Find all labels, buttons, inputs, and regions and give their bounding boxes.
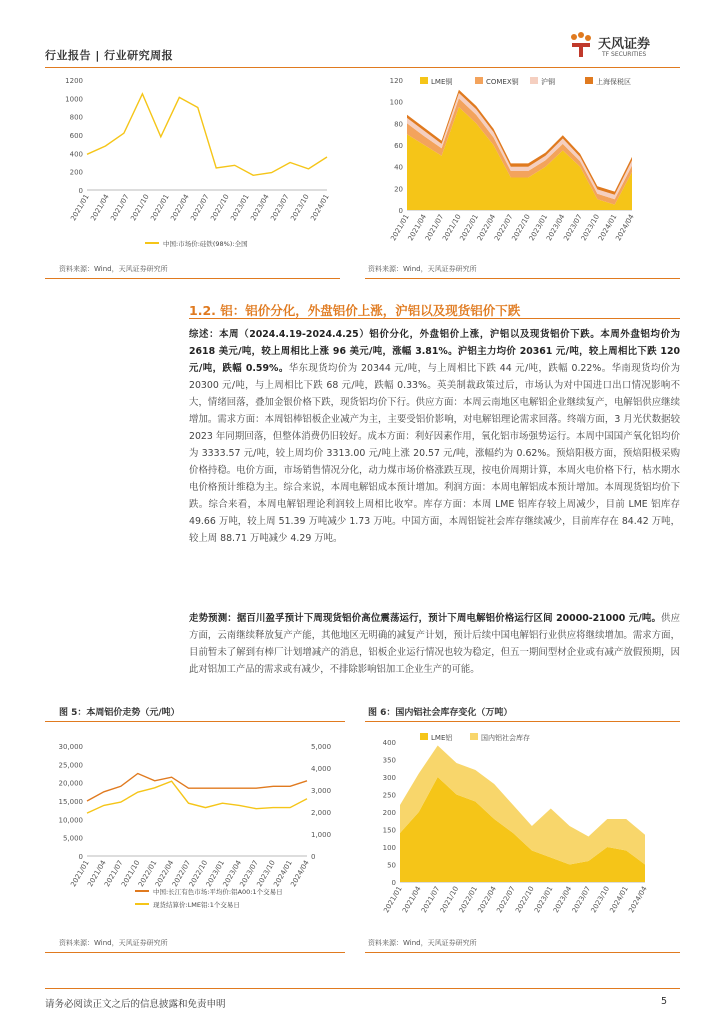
x-tick-label: 2022/07 xyxy=(170,859,193,889)
x-tick-label: 2022/04 xyxy=(153,859,176,889)
y2-tick-label: 3,000 xyxy=(311,787,332,795)
x-tick-label: 2021/01 xyxy=(69,859,91,889)
y-tick-label: 5,000 xyxy=(62,834,83,843)
x-tick-label: 2024/04 xyxy=(289,859,311,889)
y-tick-label: 50 xyxy=(387,861,396,870)
legend-label: 上海保税区 xyxy=(596,78,631,86)
y-tick-label: 300 xyxy=(382,774,396,782)
section-title: 1.2. 铝：铝价分化，外盘铝价上涨，沪铝以及现货铝价下跌 xyxy=(189,303,521,318)
x-tick-label: 2023/07 xyxy=(570,885,593,915)
x-tick-label: 2024/04 xyxy=(627,885,649,915)
footer-divider xyxy=(45,988,680,989)
logo-name-cn: 天风证券 xyxy=(598,37,651,52)
x-tick-label: 2022/01 xyxy=(457,885,480,915)
logo-name-en: TF SECURITIES xyxy=(602,51,647,58)
x-tick-label: 2022/04 xyxy=(169,193,191,223)
y-tick-label: 20,000 xyxy=(58,779,83,788)
summary-lead: 综述：本周（2024.4.19-2024.4.25）铝价分化，外盘铝价上涨，沪铝以及现货铝价下跌。本周外盘铝均价为 2618 美元/吨，较上周相比上涨 96 美元/吨，涨幅 3.81%。沪铝主力均价 20361 元/吨，较上周相比下跌 120 元/吨，跌幅 0.59%。 xyxy=(189,329,680,374)
fig5-title-divider xyxy=(45,721,345,722)
y-tick-label: 120 xyxy=(389,77,403,85)
y-tick-label: 20 xyxy=(394,185,403,194)
y-tick-label: 400 xyxy=(69,150,83,159)
x-tick-label: 2021/01 xyxy=(69,193,91,223)
top-right-divider xyxy=(365,278,680,279)
summary-paragraph xyxy=(189,326,680,547)
y-tick-label: 100 xyxy=(382,844,396,852)
top-left-chart xyxy=(45,70,345,250)
company-logo xyxy=(566,30,686,60)
x-tick-label: 2023/01 xyxy=(527,213,550,243)
legend-label: 现货结算价:LME铝:1个交易日 xyxy=(153,901,240,909)
x-tick-label: 2024/01 xyxy=(309,193,331,223)
x-tick-label: 2023/10 xyxy=(579,213,602,243)
report-header: 行业报告 | 行业研究周报 xyxy=(45,49,174,62)
x-tick-label: 2021/07 xyxy=(103,859,125,889)
forecast-paragraph xyxy=(189,610,680,678)
legend-label: 国内铝社会库存 xyxy=(481,734,530,742)
x-tick-label: 2023/07 xyxy=(238,859,260,889)
y2-tick-label: 0 xyxy=(311,853,316,861)
top-right-chart xyxy=(365,70,680,260)
x-tick-label: 2021/04 xyxy=(89,193,111,223)
x-tick-label: 2021/10 xyxy=(120,859,142,889)
y-tick-label: 600 xyxy=(69,132,83,140)
x-tick-label: 2021/04 xyxy=(401,885,423,915)
x-tick-label: 2022/10 xyxy=(510,213,532,243)
y-tick-label: 10,000 xyxy=(58,816,83,825)
x-tick-label: 2022/07 xyxy=(493,213,515,243)
x-tick-label: 2022/04 xyxy=(475,213,498,243)
forecast-lead: 走势预测：据百川盈孚预计下周现货铝价高位震荡运行，预计下周电解铝价格运行区间 20000-21000 元/吨。 xyxy=(189,613,662,624)
x-tick-label: 2023/04 xyxy=(545,213,567,243)
y-tick-label: 100 xyxy=(389,98,403,107)
fig6-divider xyxy=(365,952,680,953)
legend-label: COMEX铜 xyxy=(486,78,519,86)
x-tick-label: 2023/04 xyxy=(249,193,271,223)
legend-swatch xyxy=(475,77,483,84)
x-tick-label: 2021/07 xyxy=(109,193,131,223)
x-tick-label: 2024/01 xyxy=(596,213,619,243)
legend-label: LME铝 xyxy=(431,734,453,742)
x-tick-label: 2021/04 xyxy=(406,213,429,243)
fig6-title-divider xyxy=(365,721,680,722)
x-tick-label: 2023/04 xyxy=(551,885,574,915)
legend-swatch xyxy=(420,733,428,740)
y-tick-label: 0 xyxy=(78,187,83,195)
x-tick-label: 2022/10 xyxy=(514,885,536,915)
legend-label: 中国:长江有色市场:平均价:铝A00:1个交易日 xyxy=(153,888,283,896)
x-tick-label: 2022/07 xyxy=(495,885,517,915)
x-tick-label: 2022/01 xyxy=(136,859,159,889)
y-tick-label: 250 xyxy=(382,791,396,800)
y-tick-label: 800 xyxy=(69,113,83,122)
legend-swatch xyxy=(470,733,478,740)
y-tick-label: 0 xyxy=(398,207,403,215)
series-line-0 xyxy=(87,774,307,802)
x-tick-label: 2024/04 xyxy=(614,213,636,243)
y-tick-label: 25,000 xyxy=(58,761,83,770)
x-tick-label: 2022/10 xyxy=(209,193,231,223)
x-tick-label: 2023/04 xyxy=(221,859,244,889)
x-tick-label: 2021/10 xyxy=(438,885,461,915)
x-tick-label: 2023/10 xyxy=(255,859,277,889)
top-right-source: 资料来源：Wind，天风证券研究所 xyxy=(368,265,477,273)
x-tick-label: 2023/07 xyxy=(269,193,291,223)
legend-label: 沪铜 xyxy=(541,78,555,86)
x-tick-label: 2024/01 xyxy=(272,859,294,889)
series-line-0 xyxy=(87,94,327,176)
y-tick-label: 40 xyxy=(394,163,403,172)
y-tick-label: 30,000 xyxy=(58,743,83,751)
y-tick-label: 200 xyxy=(382,809,396,817)
legend-swatch xyxy=(420,77,428,84)
fig6-title: 图 6：国内铝社会库存变化（万吨） xyxy=(368,708,513,718)
fig5-chart xyxy=(45,724,345,929)
fig6-chart xyxy=(365,724,680,929)
top-left-source: 资料来源：Wind，天风证券研究所 xyxy=(59,265,168,273)
forecast-body: 供应方面，云南继续释放复产产能，其他地区无明确的减复产计划，预计后续中国电解铝行业供应将继续增加。需求方面，目前暂未了解到有棒厂计划增减产的消息，铝板企业运行情况也较为稳定，但五一期间型材企业或有减产放假预期，因此对铝加工产品的需求或有减少，不排除影响铝加工企业生产的可能。 xyxy=(189,613,680,675)
legend-label: LME铜 xyxy=(431,78,453,86)
y2-tick-label: 4,000 xyxy=(311,765,332,773)
legend-label: 中国:市场价:硅铁(98%):全国 xyxy=(163,240,248,248)
legend-swatch xyxy=(530,77,538,84)
y-tick-label: 0 xyxy=(78,853,83,861)
summary-body: 华东现货均价为 20344 元/吨，与上周相比下跌 44 元/吨，跌幅 0.22%。华南现货均价为 20300 元/吨，与上周相比下跌 68 元/吨，跌幅 0.33%。英美制裁政策过后，市场认为对中国进口出口情况影响不大，情绪回落，叠加金银价格下跌，现货铝均价下行。供应方面：本周云南地区电解铝企业继续复产，电解铝供应继续增加。需求方面：本周铝棒铝板企业减产为主，主要受铝价影响，对电解铝理论需求回落。终端方面，3 月光伏数据较 2023 年同期回落，但整体消费仍旧较好。成本方面：利好因素作用，氧化铝市场强势运行。本周中国国产氧化铝均价为 3333.57 元/吨，较上周均价 3313.00 元/吨上涨 20.57 元/吨，涨幅约为 0.62%。预焙阳极方面，预焙阳极采购价格持稳。电价方面，市场销售情况分化，动力煤市场价格涨跌互现，按电价周期计算，本周火电价格下行，枯水期水电价格预计维稳为主。综合来说，本周电解铝成本预计增加。利润方面：本周电解铝成本预计增加。本周现货铝均价下跌。综合来看，本周电解铝理论利润较上周相比收窄。库存方面：本周 LME 铝库存较上周减少，目前 LME 铝库存 49.66 万吨，较上周 51.39 万吨减少 1.73 万吨。中国方面，本周铝锭社会库存继续减少，目前库存在 84.42 万吨，较上周 88.71 万吨减少 4.29 万吨。 xyxy=(189,363,680,544)
logo-icon xyxy=(566,30,596,60)
x-tick-label: 2023/10 xyxy=(289,193,311,223)
x-tick-label: 2023/01 xyxy=(204,859,227,889)
legend-swatch xyxy=(585,77,593,84)
x-tick-label: 2021/10 xyxy=(441,213,463,243)
y-tick-label: 0 xyxy=(391,879,396,887)
page-number: 5 xyxy=(661,996,668,1007)
fig6-source: 资料来源：Wind，天风证券研究所 xyxy=(368,939,477,947)
y-tick-label: 1000 xyxy=(65,95,83,104)
y2-tick-label: 2,000 xyxy=(311,809,332,817)
footer-disclaimer: 请务必阅读正文之后的信息披露和免责申明 xyxy=(45,999,226,1010)
y-tick-label: 150 xyxy=(382,826,396,835)
y-tick-label: 200 xyxy=(69,168,83,177)
y-tick-label: 400 xyxy=(382,739,396,747)
x-tick-label: 2022/04 xyxy=(476,885,498,915)
section-divider xyxy=(189,318,680,319)
y-tick-label: 80 xyxy=(394,120,403,129)
y2-tick-label: 1,000 xyxy=(311,831,332,839)
top-left-divider xyxy=(45,278,340,279)
y-tick-label: 15,000 xyxy=(58,798,83,806)
x-tick-label: 2022/01 xyxy=(458,213,480,243)
x-tick-label: 2022/07 xyxy=(189,193,211,223)
x-tick-label: 2023/10 xyxy=(589,885,612,915)
fig5-title: 图 5：本周铝价走势（元/吨） xyxy=(59,708,180,718)
x-tick-label: 2021/10 xyxy=(129,193,151,223)
x-tick-label: 2023/01 xyxy=(229,193,251,223)
x-tick-label: 2021/07 xyxy=(423,213,446,243)
x-tick-label: 2022/01 xyxy=(149,193,171,223)
y2-tick-label: 5,000 xyxy=(311,743,332,751)
header-divider xyxy=(45,67,680,68)
x-tick-label: 2024/01 xyxy=(608,885,630,915)
x-tick-label: 2021/01 xyxy=(382,885,404,915)
fig5-divider xyxy=(45,952,345,953)
x-tick-label: 2021/07 xyxy=(419,885,442,915)
x-tick-label: 2023/01 xyxy=(533,885,555,915)
y-tick-label: 350 xyxy=(382,756,396,765)
x-tick-label: 2021/01 xyxy=(389,213,411,243)
x-tick-label: 2021/04 xyxy=(86,859,108,889)
x-tick-label: 2023/07 xyxy=(562,213,584,243)
x-tick-label: 2022/10 xyxy=(187,859,210,889)
fig5-source: 资料来源：Wind，天风证券研究所 xyxy=(59,939,168,947)
y-tick-label: 60 xyxy=(394,142,403,150)
y-tick-label: 1200 xyxy=(65,77,83,85)
